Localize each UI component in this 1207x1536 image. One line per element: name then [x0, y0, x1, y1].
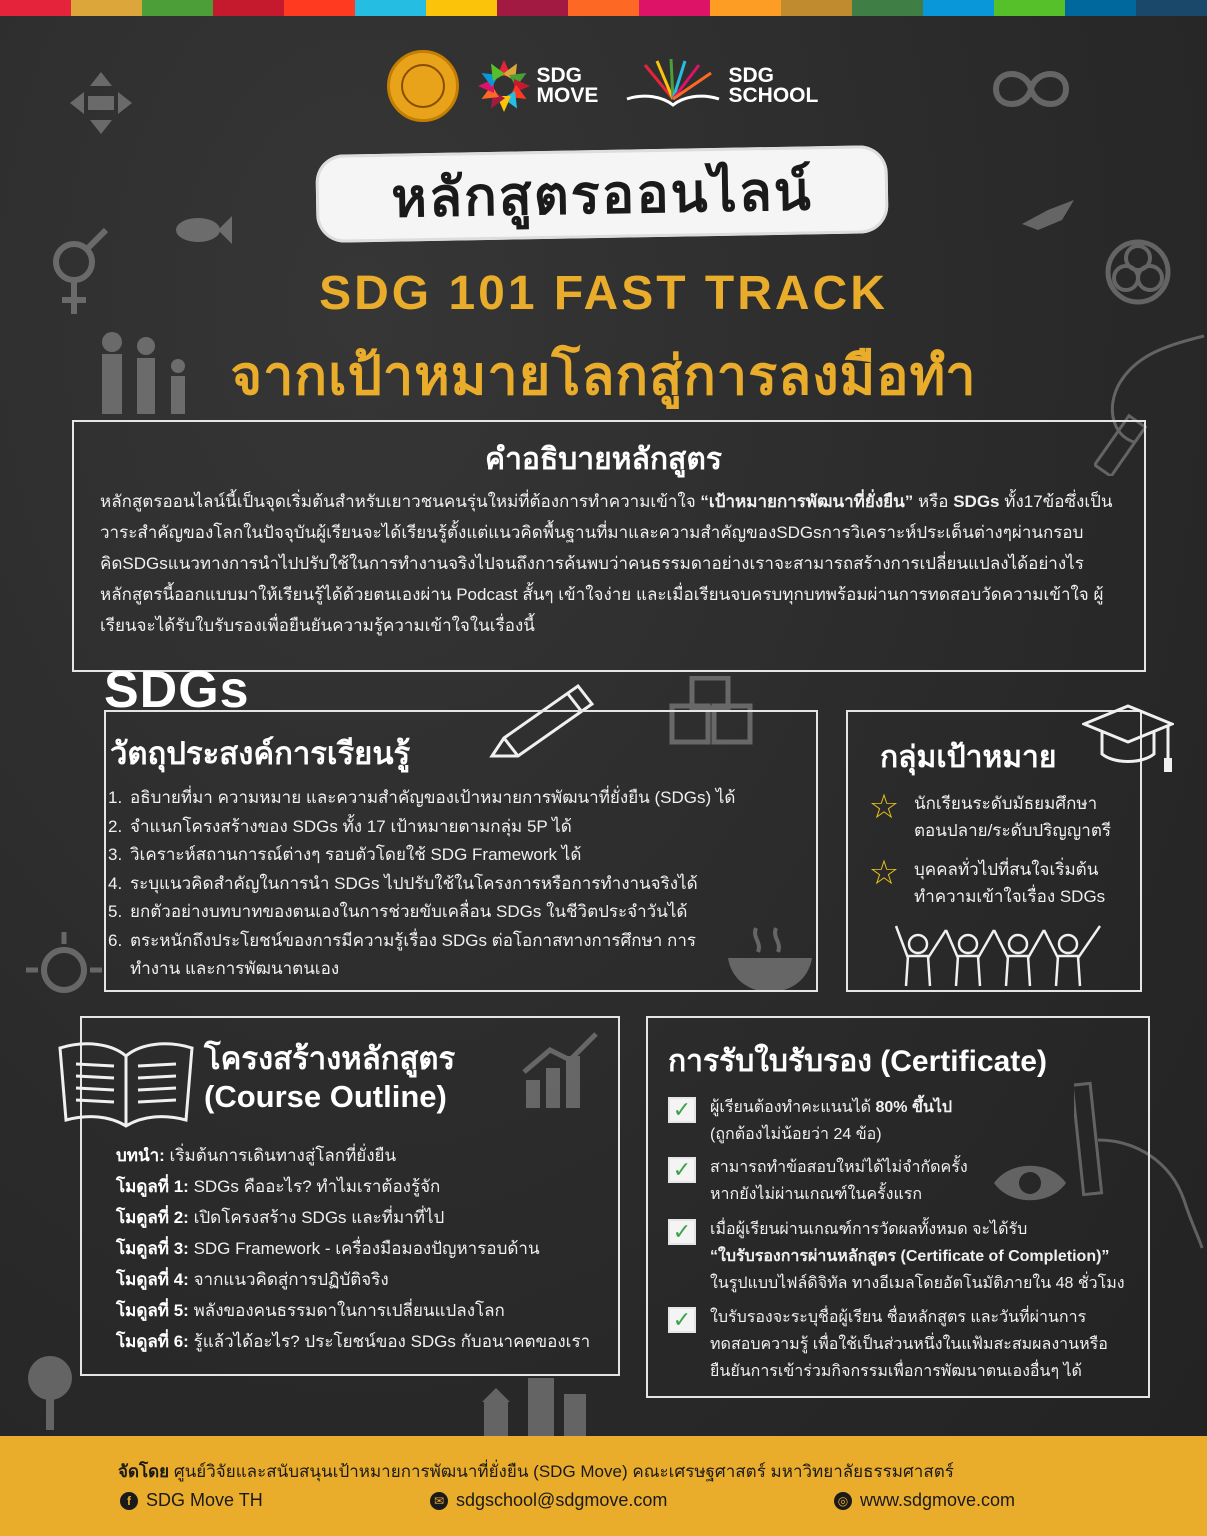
objective-item [108, 841, 808, 870]
module-label: โมดูลที่ 2: [116, 1208, 189, 1227]
course-module-item [116, 1326, 616, 1357]
cert-text: เมื่อผู้เรียนผ่านเกณฑ์การวัดผลทั้งหมด จะได้รับ [710, 1221, 1028, 1238]
sdg-color-segment [1136, 0, 1207, 16]
objective-item [108, 898, 808, 927]
module-text: SDGs คืออะไร? ทำไมเราต้องรู้จัก [188, 1177, 441, 1196]
cert-text: หากยังไม่ผ่านเกณฑ์ในครั้งแรก [710, 1186, 923, 1203]
sdg-color-segment [710, 0, 781, 16]
certificate-item [668, 1154, 1128, 1208]
bulb-doodle-icon [24, 930, 104, 1010]
description-text-or: หรือ [913, 492, 954, 511]
objective-number: 1. [108, 788, 123, 807]
course-label-badge [315, 145, 888, 243]
description-title: คำอธิบายหลักสูตร [485, 443, 722, 476]
description-highlight-sdgs: SDGs [953, 492, 1000, 511]
facebook-icon: f [120, 1492, 138, 1510]
target-item [862, 790, 1132, 844]
course-name: SDG 101 FAST TRACK [319, 267, 888, 320]
course-tagline: จากเป้าหมายโลกสู่การลงมือทำ [230, 346, 977, 406]
sdg-color-segment [213, 0, 284, 16]
certificate-item-text [710, 1154, 968, 1208]
objective-text: วิเคราะห์สถานการณ์ต่างๆ รอบตัวโดยใช้ SDG Framework ได้ [130, 845, 582, 864]
footer-facebook-link[interactable] [120, 1490, 263, 1511]
objective-text: ยกตัวอย่างบทบาทของตนเองในการช่วยขับเคลื่อน SDGs ในชีวิตประจำวันได้ [130, 902, 688, 921]
objectives-list [108, 784, 808, 984]
cert-text: ผู้เรียนต้องทำคะแนนได้ [710, 1099, 876, 1116]
objectives-title: วัตถุประสงค์การเรียนรู้ [110, 736, 411, 771]
objective-number: 2. [108, 816, 123, 836]
description-text-intro: หลักสูตรออนไลน์นี้เป็นจุดเริ่มต้นสำหรับเยาวชนคนรุ่นใหม่ที่ต้องการทำความเข้าใจ [100, 492, 701, 511]
cheering-people-icon [890, 922, 1106, 988]
sdg-color-segment [568, 0, 639, 16]
sdgs-chalk-word: SDGs [104, 661, 250, 719]
sdg-color-segment [1065, 0, 1136, 16]
star-icon: ☆ [868, 854, 900, 892]
sdg-color-segment [355, 0, 426, 16]
cert-text: ทดสอบความรู้ เพื่อใช้เป็นส่วนหนึ่งในแฟ้มสะสมผลงานหรือ [710, 1336, 1108, 1353]
partner-logos [0, 50, 1207, 122]
footer [0, 1436, 1207, 1536]
thammasat-seal-icon [387, 50, 459, 122]
star-icon: ☆ [868, 788, 900, 826]
module-label: โมดูลที่ 6: [116, 1332, 189, 1351]
sdg-color-segment [994, 0, 1065, 16]
cert-text: ยืนยันการเข้าร่วมกิจกรรมเพื่อการพัฒนาตนเองอื่นๆ ได้ [710, 1363, 1082, 1380]
module-label: โมดูลที่ 1: [116, 1177, 189, 1196]
objective-number: 6. [108, 930, 123, 950]
course-module-item [116, 1295, 616, 1326]
sdg-wheel-icon [477, 59, 531, 113]
objective-text: ตระหนักถึงประโยชน์ของการมีความรู้เรื่อง SDGs ต่อโอกาสทางการศึกษา การทำงาน และการพัฒนาตนเอง [130, 930, 697, 978]
sdg-color-segment [0, 0, 71, 16]
objective-number: 3. [108, 845, 123, 864]
module-text: เปิดโครงสร้าง SDGs และที่มาที่ไป [188, 1208, 445, 1227]
cert-text: (ถูกต้องไม่น้อยว่า 24 ข้อ) [710, 1126, 882, 1143]
certificate-item-text [710, 1304, 1108, 1385]
graduation-cap-icon [1082, 702, 1174, 774]
sdg-color-segment [639, 0, 710, 16]
dove-doodle-icon [1018, 196, 1078, 236]
module-label: โมดูลที่ 5: [116, 1301, 189, 1320]
description-text-body: ทั้ง17ข้อซึ่งเป็นวาระสำคัญของโลกในปัจจุบันผู้เรียนจะได้เรียนรู้ตั้งแต่แนวคิดพื้นฐานที่มาและความสำคัญของSDGsการวิเคราะห์ประเด็นต่างๆผ่านกรอบคิดSDGsแนวทางการนำไปปรับใช้ในการทำงานจริงไปจนถึงการค้นพบว่าคนธรรมดาอย่างเราจะสามารถสร้างการเปลี่ยนแปลงได้อย่างไร หลักสูตรนี้ออกแบบมาให้เรียนรู้ได้ด้วยตนเองผ่าน Podcast สั้นๆ เข้าใจง่าย และเมื่อเรียนจบครบทุกบทพร้อมผ่านการทดสอบวัดความเข้าใจ ผู้เรียนจะได้รับใบรับรองเพื่อยืนยันความรู้ความเข้าใจในเรื่องนี้ [100, 492, 1113, 635]
course-outline-title-en: (Course Outline) [204, 1079, 447, 1114]
sdg-move-logo [477, 59, 607, 113]
checkbox-checked-icon: ✓ [668, 1307, 696, 1333]
certificate-item-text [710, 1216, 1128, 1297]
sdg-school-logo [625, 59, 821, 113]
email-icon: ✉ [430, 1492, 448, 1510]
footer-organizer [118, 1458, 954, 1485]
course-module-item [116, 1171, 616, 1202]
module-text: เริ่มต้นการเดินทางสู่โลกที่ยั่งยืน [164, 1146, 397, 1165]
target-item-text [914, 856, 1105, 910]
tree-doodle-icon [20, 1352, 80, 1432]
objective-item [108, 870, 808, 899]
globe-icon: ◎ [834, 1492, 852, 1510]
sdg-color-segment [142, 0, 213, 16]
sdg-color-segment [923, 0, 994, 16]
book-rays-icon [625, 59, 721, 113]
email-text: sdgschool@sdgmove.com [456, 1490, 668, 1510]
cert-text: สามารถทำข้อสอบใหม่ได้ไม่จำกัดครั้ง [710, 1159, 968, 1176]
sdg-color-segment [426, 0, 497, 16]
sdg-color-segment [497, 0, 568, 16]
cert-text-bold: 80% ขึ้นไป [875, 1099, 953, 1116]
objective-text: อธิบายที่มา ความหมาย และความสำคัญของเป้าหมายการพัฒนาที่ยั่งยืน (SDGs) ได้ [130, 788, 736, 807]
sdg-move-logo-text: SDG MOVE [536, 64, 599, 107]
description-text [100, 486, 1130, 641]
sdg-color-strip [0, 0, 1207, 16]
course-outline-title-th: โครงสร้างหลักสูตร [204, 1041, 456, 1076]
course-module-item [116, 1140, 616, 1171]
target-item [862, 856, 1132, 910]
footer-organizer-label: จัดโดย [118, 1462, 170, 1481]
module-label: โมดูลที่ 4: [116, 1270, 189, 1289]
course-outline-title [204, 1040, 455, 1116]
footer-website-link[interactable] [834, 1490, 1015, 1511]
sdg-school-logo-text: SDG SCHOOL [728, 64, 819, 107]
target-line: นักเรียนระดับมัธยมศึกษา [914, 794, 1098, 813]
facebook-text: SDG Move TH [146, 1490, 263, 1510]
course-module-item [116, 1264, 616, 1295]
course-module-item [116, 1202, 616, 1233]
target-line: ทำความเข้าใจเรื่อง SDGs [914, 887, 1106, 906]
certificate-item [668, 1304, 1128, 1385]
module-text: จากแนวคิดสู่การปฏิบัติจริง [188, 1270, 389, 1289]
checkbox-checked-icon: ✓ [668, 1219, 696, 1245]
module-label: บทนำ: [116, 1146, 165, 1165]
objective-item [108, 813, 808, 842]
certificate-item [668, 1094, 1128, 1148]
footer-organizer-text: ศูนย์วิจัยและสนับสนุนเป้าหมายการพัฒนาที่ยั่งยืน (SDG Move) คณะเศรษฐศาสตร์ มหาวิทยาลัยธรรมศาสตร์ [173, 1462, 954, 1481]
module-label: โมดูลที่ 3: [116, 1239, 189, 1258]
cert-text: ใบรับรองจะระบุชื่อผู้เรียน ชื่อหลักสูตร และวันที่ผ่านการ [710, 1309, 1087, 1326]
certificate-title: การรับใบรับรอง (Certificate) [668, 1045, 1047, 1078]
module-text: พลังของคนธรรมดาในการเปลี่ยนแปลงโลก [188, 1301, 505, 1320]
certificate-item [668, 1216, 1128, 1297]
course-module-item [116, 1233, 616, 1264]
sdg-color-segment [852, 0, 923, 16]
module-text: รู้แล้วได้อะไร? ประโยชน์ของ SDGs กับอนาคตของเรา [188, 1332, 591, 1351]
open-book-icon [56, 1036, 196, 1130]
course-label: หลักสูตรออนไลน์ [390, 161, 814, 229]
target-item-text [914, 790, 1111, 844]
module-text: SDG Framework - เครื่องมือมองปัญหารอบด้าน [188, 1239, 540, 1258]
fish-doodle-icon [170, 210, 234, 250]
certificate-item-text [710, 1094, 952, 1148]
sdg-color-segment [284, 0, 355, 16]
checkbox-checked-icon: ✓ [668, 1097, 696, 1123]
objective-item [108, 784, 808, 813]
target-line: ตอนปลาย/ระดับปริญญาตรี [914, 821, 1112, 840]
objective-number: 4. [108, 873, 123, 893]
course-module-list [116, 1140, 616, 1357]
footer-email-link[interactable] [430, 1490, 667, 1511]
sdg-color-segment [71, 0, 142, 16]
objective-item [108, 927, 808, 984]
objective-text: ระบุแนวคิดสำคัญในการนำ SDGs ไปปรับใช้ในโครงการหรือการทำงานจริงได้ [130, 873, 698, 893]
website-text: www.sdgmove.com [860, 1490, 1016, 1510]
cert-text: ในรูปแบบไฟล์ดิจิทัล ทางอีเมลโดยอัตโนมัติภายใน 48 ชั่วโมง [710, 1275, 1125, 1292]
objective-text: จำแนกโครงสร้างของ SDGs ทั้ง 17 เป้าหมายตามกลุ่ม 5P ได้ [130, 816, 572, 836]
city-doodle-icon [480, 1366, 610, 1436]
sdg-color-segment [781, 0, 852, 16]
cert-text-bold: “ใบรับรองการผ่านหลักสูตร (Certificate of Completion)” [710, 1248, 1110, 1265]
description-highlight: “เป้าหมายการพัฒนาที่ยั่งยืน” [700, 492, 914, 511]
objective-number: 5. [108, 902, 123, 921]
checkbox-checked-icon: ✓ [668, 1157, 696, 1183]
target-line: บุคคลทั่วไปที่สนใจเริ่มต้น [914, 860, 1099, 879]
target-group-title: กลุ่มเป้าหมาย [880, 741, 1057, 774]
